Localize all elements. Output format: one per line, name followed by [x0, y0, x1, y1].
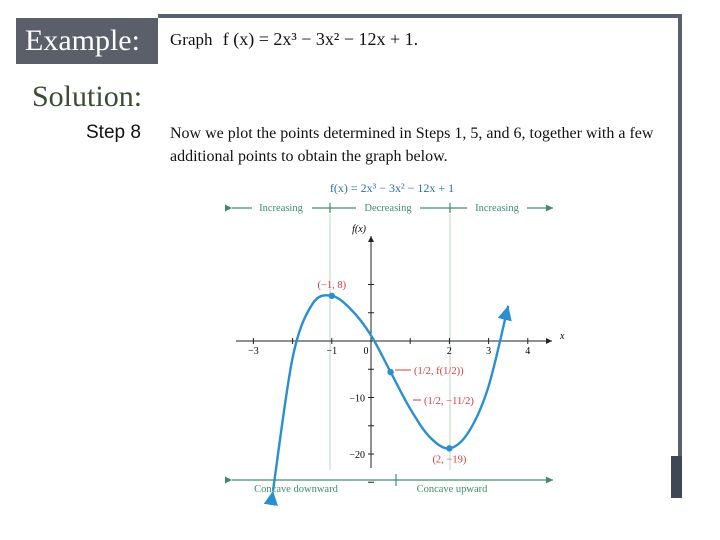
function-label: f(x) = 2x³ − 3x² − 12x + 1: [329, 181, 455, 195]
y-axis-label: f(x): [352, 224, 366, 235]
example-label: Example:: [16, 18, 158, 64]
interval-label-1: Increasing: [259, 203, 303, 214]
inflection-point: [387, 369, 393, 375]
step-label: Step 8: [86, 122, 141, 143]
axis-ticks: [248, 285, 530, 483]
x-tick-label: −1: [326, 346, 338, 357]
inflection-label-1: (1/2, f(1/2)): [414, 366, 464, 377]
function-curve: [273, 295, 508, 490]
local-max-point: [329, 293, 335, 299]
monotonic-intervals: [232, 200, 553, 214]
local-min-point: [446, 445, 452, 451]
inflection-label-2: (1/2, −11/2): [424, 396, 474, 407]
x-tick-label: 2: [446, 346, 452, 357]
prompt-word: Graph: [170, 30, 213, 49]
interval-label-2: Decreasing: [364, 203, 412, 214]
axes: [236, 224, 565, 468]
x-tick-label: 3: [486, 346, 492, 357]
solution-label: Solution:: [32, 80, 143, 113]
concavity-intervals: [232, 474, 553, 495]
step-text: Now we plot the points determined in Steps 1, 5, and 6, together with a few additional points to obtain the graph below.: [170, 125, 654, 165]
x-tick-label: 0: [363, 346, 369, 357]
local-max-label: (−1, 8): [317, 279, 347, 291]
concavity-label-2: Concave upward: [416, 484, 488, 495]
x-tick-label: 4: [525, 346, 531, 357]
guide-lines: [330, 214, 450, 470]
interval-label-3: Increasing: [475, 203, 519, 214]
y-tick-label: −10: [349, 393, 365, 405]
y-tick-label: −20: [349, 450, 365, 461]
prompt-formula: f (x) = 2x³ − 3x² − 12x + 1.: [222, 29, 419, 49]
concavity-label-1: Concave downward: [254, 484, 338, 495]
local-min-label: (2, −19): [432, 454, 467, 466]
x-axis-label: x: [560, 331, 565, 342]
x-tick-label: −3: [248, 346, 259, 357]
